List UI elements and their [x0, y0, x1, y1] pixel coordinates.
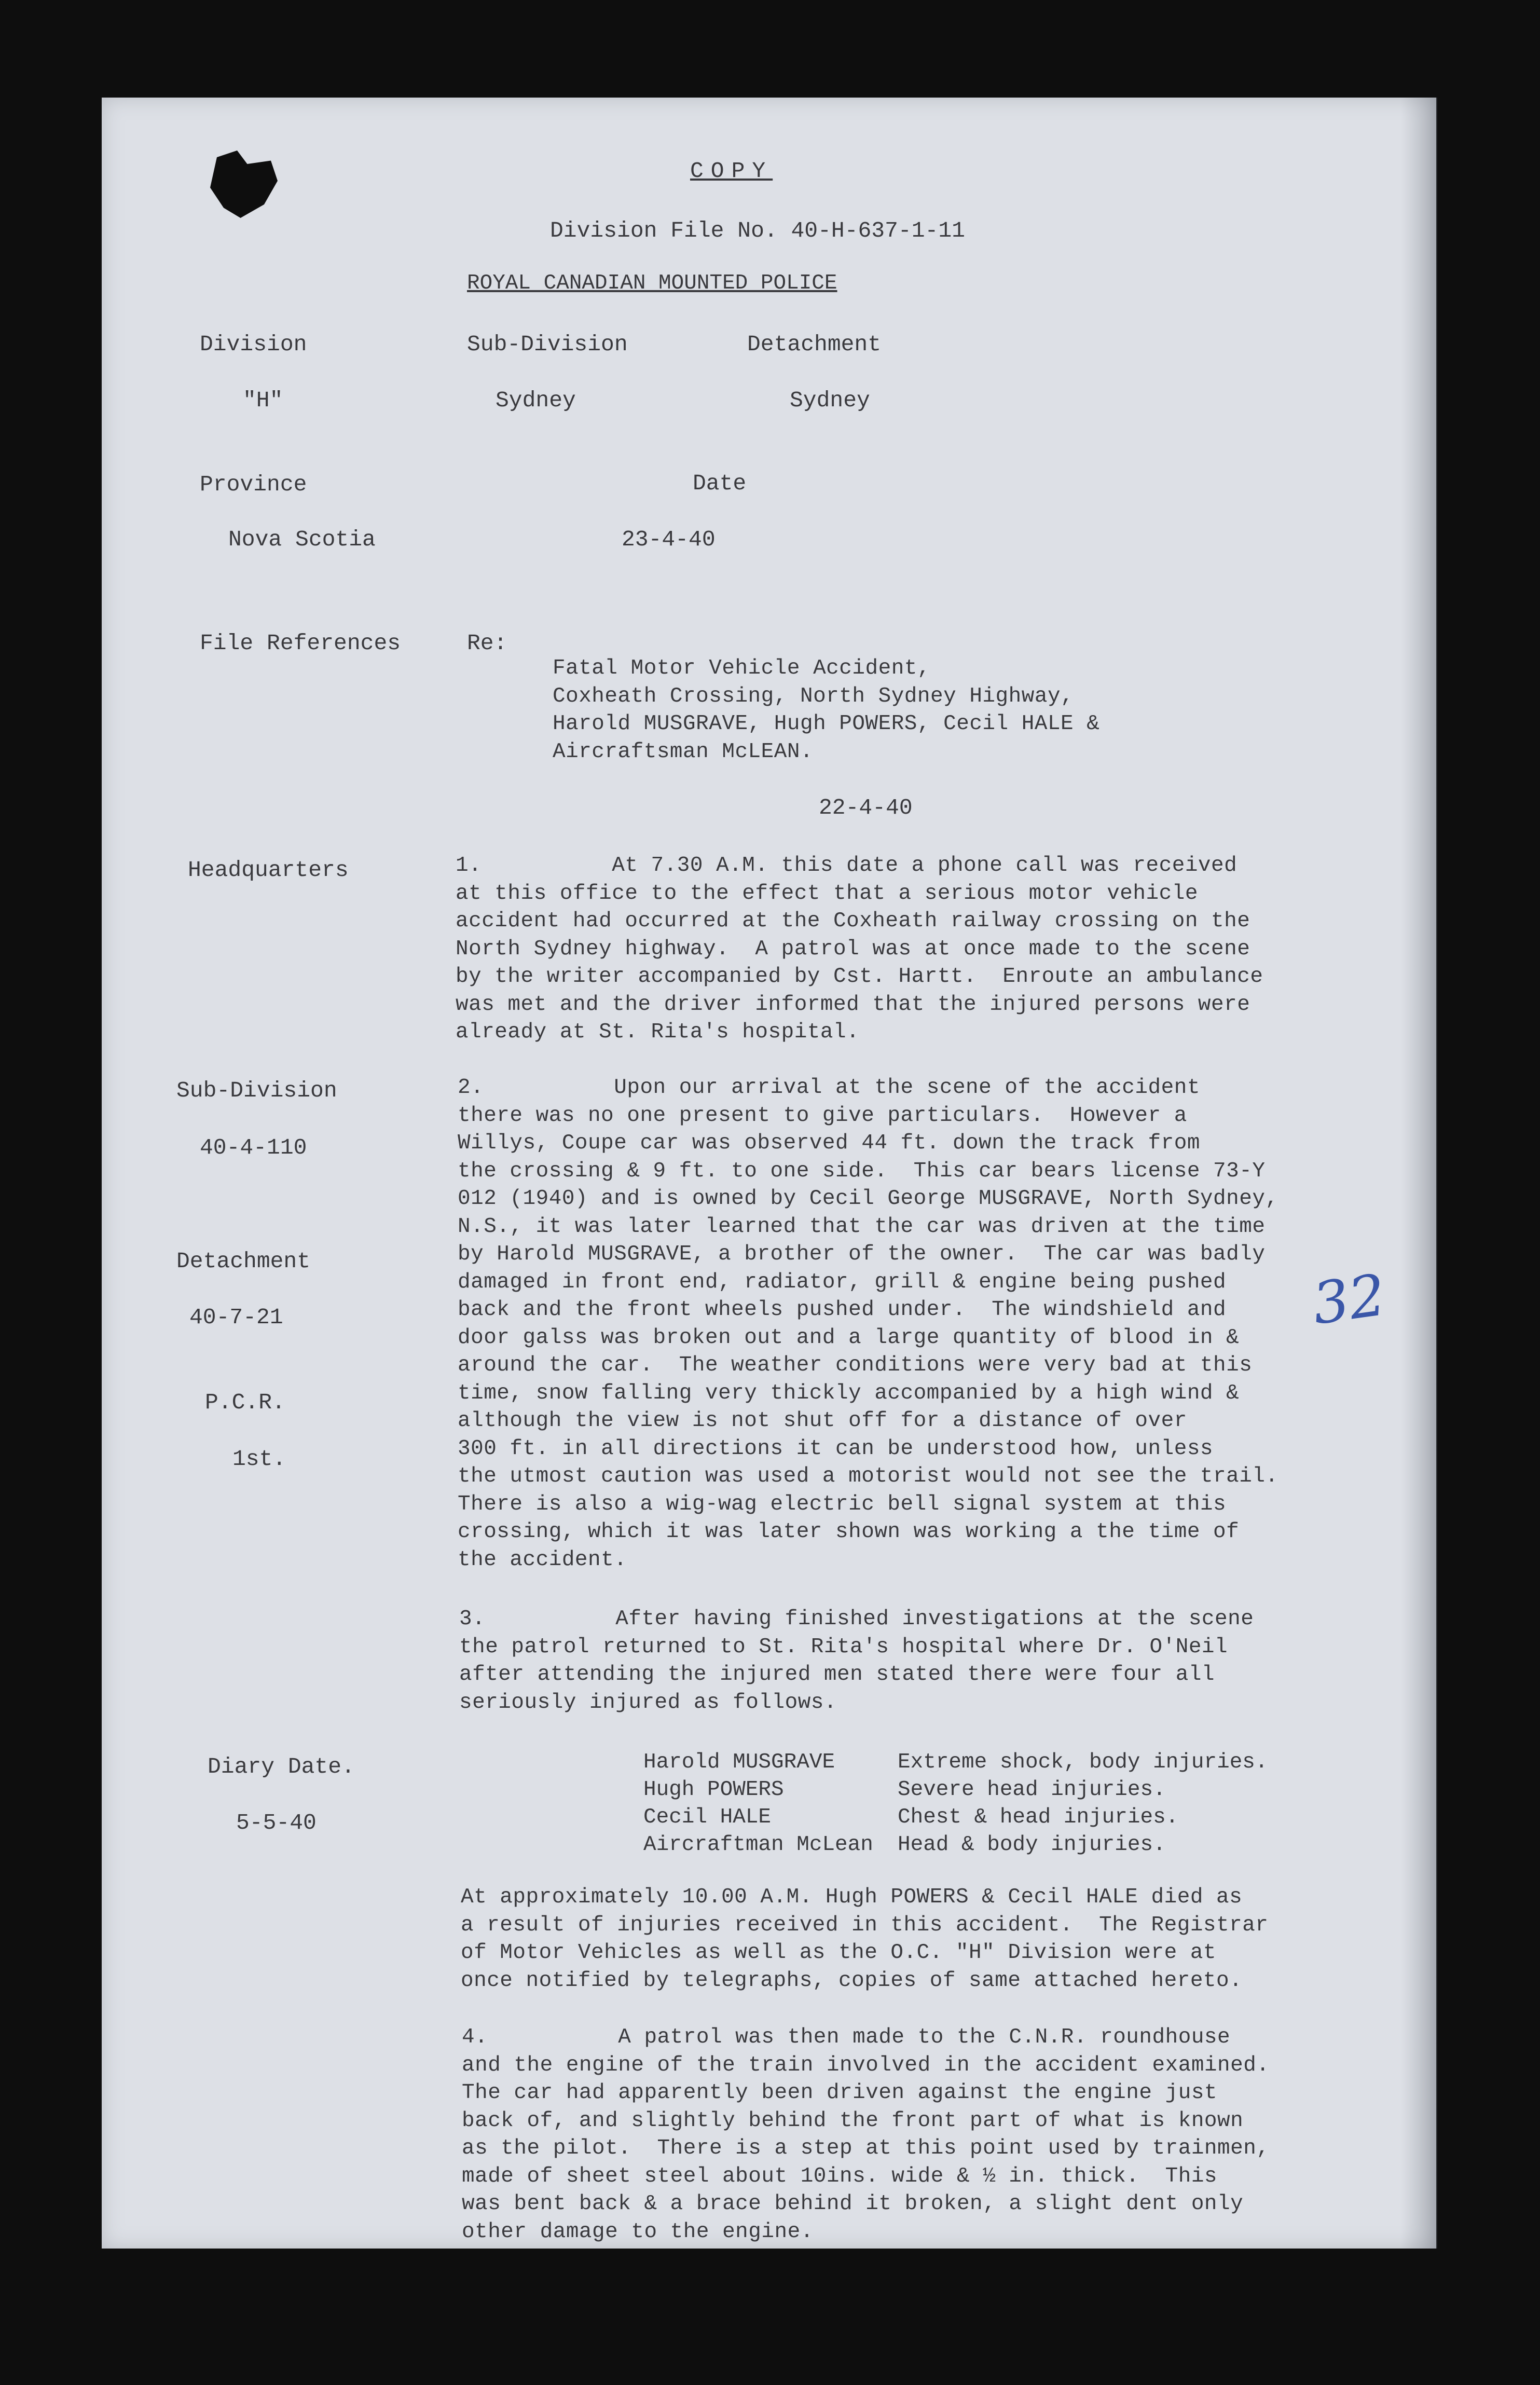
margin-pcr: P.C.R. [205, 1390, 285, 1415]
text-line: once notified by telegraphs, copies of same attached hereto. [461, 1968, 1243, 1993]
subdivision-label: Sub-Division [467, 332, 628, 357]
injury-description: Severe head injuries. [898, 1778, 1166, 1802]
margin-headquarters: Headquarters [188, 857, 349, 883]
text-line: Willys, Coupe car was observed 44 ft. down the track from [458, 1131, 1200, 1155]
text-line: At approximately 10.00 A.M. Hugh POWERS & Cecil HALE died as [461, 1885, 1243, 1909]
injured-name: Hugh POWERS [643, 1778, 784, 1802]
list-item [643, 1831, 1318, 1859]
date-value: 23-4-40 [622, 527, 716, 552]
text-line: North Sydney highway. A patrol was at once made to the scene [456, 937, 1250, 961]
province-value: Nova Scotia [228, 527, 376, 552]
subject-line: Harold MUSGRAVE, Hugh POWERS, Cecil HALE & [553, 712, 1100, 736]
text-line: crossing, which it was later shown was working a the time of [458, 1520, 1240, 1544]
text-line: seriously injured as follows. [459, 1690, 837, 1715]
text-line: time, snow falling very thickly accompanied by a high wind & [458, 1381, 1240, 1405]
text-line: damaged in front end, radiator, grill & engine being pushed [458, 1270, 1227, 1294]
detachment-label: Detachment [747, 332, 882, 357]
paragraph-1 [456, 852, 1263, 1047]
injuries-list [643, 1749, 1318, 1859]
organization-title: ROYAL CANADIAN MOUNTED POLICE [467, 271, 837, 295]
text-line: The car had apparently been driven against the engine just [462, 2081, 1218, 2105]
text-line: around the car. The weather conditions were very bad at this [458, 1353, 1253, 1377]
injury-description: Head & body injuries. [898, 1833, 1166, 1857]
text-line: other damage to the engine. [462, 2219, 814, 2244]
margin-pcr-value: 1st. [232, 1446, 286, 1472]
subject-block [553, 655, 1099, 766]
division-file-number: Division File No. 40-H-637-1-11 [550, 218, 965, 243]
list-item [643, 1776, 1318, 1804]
page-edge-shadow [1401, 98, 1437, 2249]
text-line: was met and the driver informed that the injured persons were [456, 992, 1250, 1017]
text-line: back of, and slightly behind the front part of what is known [462, 2108, 1244, 2133]
paragraph-3 [459, 1606, 1254, 1717]
text-line: after attending the injured men stated there were four all [459, 1663, 1215, 1687]
file-references-label: File References [200, 630, 401, 656]
text-line: was bent back & a brace behind it broken, a slight dent only [462, 2192, 1244, 2216]
text-line: there was no one present to give particulars. However a [458, 1103, 1187, 1128]
injury-description: Extreme shock, body injuries. [898, 1750, 1268, 1774]
injury-description: Chest & head injuries. [898, 1805, 1179, 1829]
margin-detachment: Detachment [176, 1249, 311, 1274]
subdivision-value: Sydney [496, 388, 576, 413]
text-line: at this office to the effect that a serious motor vehicle [456, 881, 1198, 906]
text-line: already at St. Rita's hospital. [456, 1020, 860, 1044]
list-item [643, 1749, 1318, 1776]
text-line: as the pilot. There is a step at this point used by trainmen, [462, 2136, 1270, 2160]
text-line: made of sheet steel about 10ins. wide & ½ in. thick. This [462, 2164, 1218, 2188]
margin-subdivision-ref: 40-4-110 [200, 1135, 307, 1160]
list-item [643, 1804, 1318, 1831]
margin-diary-value: 5-5-40 [236, 1810, 317, 1835]
text-line: the patrol returned to St. Rita's hospital where Dr. O'Neil [459, 1635, 1228, 1659]
division-value: "H" [243, 388, 283, 413]
text-line: N.S., it was later learned that the car was driven at the time [458, 1214, 1266, 1239]
text-line: 300 ft. in all directions it can be understood how, unless [458, 1436, 1214, 1461]
date-label: Date [693, 471, 747, 496]
text-line: although the view is not shut off for a distance of over [458, 1409, 1187, 1433]
margin-diary-date: Diary Date. [208, 1754, 355, 1779]
text-line: 012 (1940) and is owned by Cecil George MUSGRAVE, North Sydney, [458, 1187, 1278, 1211]
text-line: There is also a wig-wag electric bell signal system at this [458, 1492, 1227, 1516]
subject-line: Aircraftsman McLEAN. [553, 739, 814, 764]
text-line: accident had occurred at the Coxheath railway crossing on the [456, 909, 1250, 933]
text-line: the accident. [458, 1547, 627, 1572]
margin-detachment-ref: 40-7-21 [189, 1305, 283, 1330]
paragraph-3b [461, 1884, 1268, 1995]
division-label: Division [200, 332, 307, 357]
detachment-value: Sydney [790, 388, 870, 413]
text-line: 1. At 7.30 A.M. this date a phone call was received [456, 854, 1238, 878]
text-line: the utmost caution was used a motorist would not see the trail. [458, 1464, 1278, 1488]
margin-subdivision: Sub-Division [176, 1078, 337, 1103]
text-line: the crossing & 9 ft. to one side. This car bears license 73-Y [458, 1159, 1266, 1183]
copy-label: COPY [690, 158, 773, 184]
injured-name: Aircraftman McLean [643, 1833, 873, 1857]
injured-name: Cecil HALE [643, 1805, 772, 1829]
text-line: and the engine of the train involved in the accident examined. [462, 2053, 1270, 2077]
handwritten-page-number: 32 [1308, 1261, 1390, 1338]
paragraph-2 [458, 1074, 1278, 1574]
text-line: 2. Upon our arrival at the scene of the accident [458, 1076, 1200, 1100]
text-line: by the writer accompanied by Cst. Hartt. Enroute an ambulance [456, 965, 1263, 989]
text-line: 4. A patrol was then made to the C.N.R. roundhouse [462, 2025, 1231, 2049]
text-line: a result of injuries received in this accident. The Registrar [461, 1913, 1269, 1937]
text-line: back and the front wheels pushed under. The windshield and [458, 1298, 1227, 1322]
text-line: 3. After having finished investigations at the scene [459, 1607, 1254, 1631]
re-label: Re: [467, 630, 507, 656]
text-line: of Motor Vehicles as well as the O.C. "H" Division were at [461, 1941, 1217, 1965]
subject-line: Fatal Motor Vehicle Accident, [553, 656, 931, 680]
subject-line: Coxheath Crossing, North Sydney Highway, [553, 684, 1074, 708]
text-line: door galss was broken out and a large quantity of blood in & [458, 1325, 1240, 1350]
injured-name: Harold MUSGRAVE [643, 1750, 835, 1774]
text-line: by Harold MUSGRAVE, a brother of the owner. The car was badly [458, 1242, 1266, 1266]
report-date: 22-4-40 [819, 795, 913, 820]
province-label: Province [200, 472, 307, 497]
paragraph-4 [462, 2024, 1269, 2246]
